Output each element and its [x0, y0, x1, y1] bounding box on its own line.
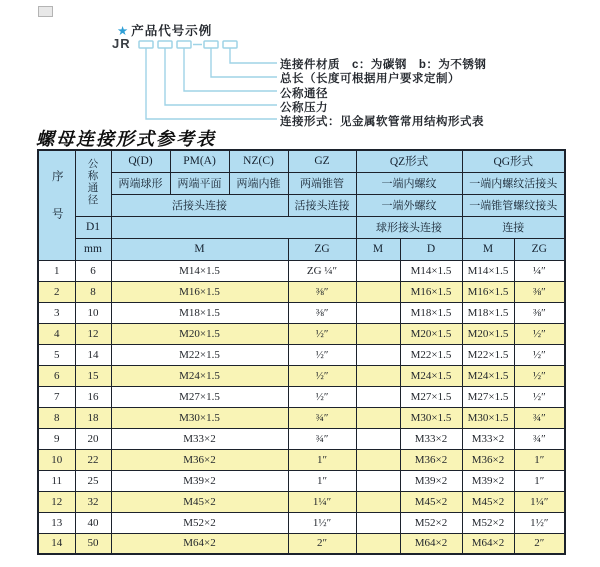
cell-m: M20×1.5	[111, 323, 288, 344]
cell-qz_d: M33×2	[400, 428, 462, 449]
header-mm: mm	[75, 238, 111, 260]
header-form-qg: QG形式	[462, 150, 565, 172]
cell-dn: 20	[75, 428, 111, 449]
cell-qz_d: M52×2	[400, 512, 462, 533]
header-form-gz: GZ	[288, 150, 356, 172]
header-ends-qz: 一端内螺纹	[356, 172, 462, 194]
code-label-material: 连接件材质 c：为碳钢 b：为不锈钢	[280, 59, 487, 71]
cell-qg_zg: 1½″	[514, 512, 565, 533]
cell-dn: 10	[75, 302, 111, 323]
cell-seq: 5	[38, 344, 75, 365]
code-box	[139, 41, 153, 48]
cell-dn: 22	[75, 449, 111, 470]
header-ends-pma: 两端平面	[170, 172, 229, 194]
cell-dn: 15	[75, 365, 111, 386]
code-box	[204, 41, 218, 48]
table-row	[38, 512, 565, 533]
cell-seq: 7	[38, 386, 75, 407]
code-box	[223, 41, 237, 48]
cell-m: M39×2	[111, 470, 288, 491]
cell-zg: ½″	[288, 365, 356, 386]
cell-qg_m: M18×1.5	[462, 302, 514, 323]
cell-m: M22×1.5	[111, 344, 288, 365]
table-row	[38, 323, 565, 344]
header-ends-gz: 两端锥管	[288, 172, 356, 194]
cell-qg_m: M27×1.5	[462, 386, 514, 407]
cell-qg_m: M30×1.5	[462, 407, 514, 428]
header-seq: 序号	[38, 150, 75, 260]
header-ends-qd: 两端球形	[111, 172, 170, 194]
cell-m: M27×1.5	[111, 386, 288, 407]
cell-seq: 13	[38, 512, 75, 533]
header-form-qd: Q(D)	[111, 150, 170, 172]
cell-seq: 14	[38, 533, 75, 554]
nut-connection-table	[37, 149, 566, 555]
header-unit-zg: ZG	[288, 238, 356, 260]
table-header	[38, 150, 565, 260]
header-ends-nzc: 两端内锥	[229, 172, 288, 194]
cell-dn: 8	[75, 281, 111, 302]
table-row	[38, 470, 565, 491]
cell-qz_d: M27×1.5	[400, 386, 462, 407]
code-label-diameter: 公称通径	[280, 88, 328, 100]
cell-zg: 1½″	[288, 512, 356, 533]
cell-dn: 14	[75, 344, 111, 365]
cell-qz_m	[356, 512, 400, 533]
cell-qg_m: M52×2	[462, 512, 514, 533]
table-row	[38, 428, 565, 449]
cell-qg_zg: ½″	[514, 386, 565, 407]
cell-zg: ½″	[288, 344, 356, 365]
cell-qg_zg: ¾″	[514, 428, 565, 449]
cell-qz_d: M14×1.5	[400, 260, 462, 281]
code-label-pressure: 公称压力	[280, 102, 328, 114]
table-row	[38, 491, 565, 512]
code-label-length: 总长（长度可根据用户要求定制）	[280, 73, 460, 85]
header-conn-qg: 一端锥管螺纹接头	[462, 194, 565, 216]
header-unit-m: M	[111, 238, 288, 260]
star-icon: ★	[117, 24, 130, 38]
cell-qz_m	[356, 533, 400, 554]
table-row	[38, 281, 565, 302]
table-row	[38, 386, 565, 407]
cell-qz_d: M36×2	[400, 449, 462, 470]
cell-qz_d: M24×1.5	[400, 365, 462, 386]
cell-seq: 11	[38, 470, 75, 491]
header-form-pma: PM(A)	[170, 150, 229, 172]
cell-qz_m	[356, 428, 400, 449]
cell-m: M24×1.5	[111, 365, 288, 386]
cell-dn: 40	[75, 512, 111, 533]
table-row	[38, 302, 565, 323]
cell-qg_m: M45×2	[462, 491, 514, 512]
cell-zg: ½″	[288, 323, 356, 344]
cell-seq: 8	[38, 407, 75, 428]
table-row	[38, 365, 565, 386]
table-row	[38, 449, 565, 470]
cell-zg: ⅜″	[288, 281, 356, 302]
header-conn-union: 活接头连接	[111, 194, 288, 216]
cell-qg_m: M39×2	[462, 470, 514, 491]
cell-qz_m	[356, 302, 400, 323]
cell-qg_m: M20×1.5	[462, 323, 514, 344]
cell-qz_m	[356, 470, 400, 491]
cell-qg_m: M33×2	[462, 428, 514, 449]
table-row	[38, 260, 565, 281]
cell-qg_m: M16×1.5	[462, 281, 514, 302]
cell-qz_m	[356, 365, 400, 386]
cell-qg_zg: ⅜″	[514, 302, 565, 323]
cell-m: M16×1.5	[111, 281, 288, 302]
cell-zg: ⅜″	[288, 302, 356, 323]
table-body	[38, 260, 565, 554]
cell-qz_m	[356, 260, 400, 281]
cell-qz_d: M18×1.5	[400, 302, 462, 323]
cell-dn: 50	[75, 533, 111, 554]
connector-line	[230, 48, 277, 63]
cell-dn: 32	[75, 491, 111, 512]
cell-qg_zg: 1″	[514, 449, 565, 470]
cell-m: M33×2	[111, 428, 288, 449]
cell-qg_m: M24×1.5	[462, 365, 514, 386]
cell-qg_m: M36×2	[462, 449, 514, 470]
cell-m: M14×1.5	[111, 260, 288, 281]
header-unit-qg-m: M	[462, 238, 514, 260]
cell-qz_m	[356, 386, 400, 407]
cell-m: M18×1.5	[111, 302, 288, 323]
cell-qg_zg: ½″	[514, 344, 565, 365]
header-form-nzc: NZ(C)	[229, 150, 288, 172]
header-unit-qz-d: D	[400, 238, 462, 260]
cell-dn: 18	[75, 407, 111, 428]
cell-m: M64×2	[111, 533, 288, 554]
table-title: 螺母连接形式参考表	[36, 129, 216, 150]
cell-qg_zg: ¼″	[514, 260, 565, 281]
code-box	[177, 41, 191, 48]
cell-qg_zg: ½″	[514, 323, 565, 344]
table-row	[38, 533, 565, 554]
cell-qz_d: M64×2	[400, 533, 462, 554]
cell-zg: ½″	[288, 386, 356, 407]
cell-zg: 2″	[288, 533, 356, 554]
cell-qz_m	[356, 449, 400, 470]
cell-seq: 2	[38, 281, 75, 302]
cell-dn: 16	[75, 386, 111, 407]
cell-seq: 4	[38, 323, 75, 344]
header-unit-qz-m: M	[356, 238, 400, 260]
cell-dn: 12	[75, 323, 111, 344]
cell-seq: 9	[38, 428, 75, 449]
cell-seq: 10	[38, 449, 75, 470]
cell-qg_zg: 1″	[514, 470, 565, 491]
header-conn2-qz: 球形接头连接	[356, 216, 462, 238]
cell-zg: 1″	[288, 449, 356, 470]
cell-m: M30×1.5	[111, 407, 288, 428]
cell-qg_zg: ⅜″	[514, 281, 565, 302]
cell-zg: ¾″	[288, 407, 356, 428]
code-box	[158, 41, 172, 48]
cell-dn: 6	[75, 260, 111, 281]
cell-qz_d: M16×1.5	[400, 281, 462, 302]
header-dn: 公称通径	[75, 150, 111, 216]
cell-m: M45×2	[111, 491, 288, 512]
header-form-qz: QZ形式	[356, 150, 462, 172]
cell-seq: 6	[38, 365, 75, 386]
cell-m: M52×2	[111, 512, 288, 533]
cell-qg_zg: 1¼″	[514, 491, 565, 512]
cell-seq: 12	[38, 491, 75, 512]
code-label-connection: 连接形式：见金属软管常用结构形式表	[280, 116, 484, 128]
cell-qz_m	[356, 344, 400, 365]
cell-qz_m	[356, 491, 400, 512]
cell-qg_m: M64×2	[462, 533, 514, 554]
cell-qz_d: M30×1.5	[400, 407, 462, 428]
product-code-prefix: JR	[112, 36, 131, 51]
cell-qz_d: M20×1.5	[400, 323, 462, 344]
header-d1: D1	[75, 216, 111, 238]
header-unit-qg-zg: ZG	[514, 238, 565, 260]
cell-seq: 1	[38, 260, 75, 281]
product-code-heading-text: 产品代号示例	[131, 24, 213, 38]
cell-zg: 1″	[288, 470, 356, 491]
cell-zg: 1¼″	[288, 491, 356, 512]
header-conn2-qg: 连接	[462, 216, 565, 238]
cell-qz_m	[356, 407, 400, 428]
header-empty-cell	[111, 216, 356, 238]
cell-qz_d: M22×1.5	[400, 344, 462, 365]
header-ends-qg: 一端内螺纹活接头	[462, 172, 565, 194]
header-conn-qz: 一端外螺纹	[356, 194, 462, 216]
cell-qz_d: M45×2	[400, 491, 462, 512]
cell-qz_m	[356, 281, 400, 302]
cell-qz_m	[356, 323, 400, 344]
table-row	[38, 407, 565, 428]
cell-zg: ZG ¼″	[288, 260, 356, 281]
cell-zg: ¾″	[288, 428, 356, 449]
cell-qg_m: M22×1.5	[462, 344, 514, 365]
cell-qg_zg: 2″	[514, 533, 565, 554]
header-conn-gz: 活接头连接	[288, 194, 356, 216]
cell-dn: 25	[75, 470, 111, 491]
cell-qg_zg: ½″	[514, 365, 565, 386]
cell-qz_d: M39×2	[400, 470, 462, 491]
table-row	[38, 344, 565, 365]
cell-seq: 3	[38, 302, 75, 323]
cell-m: M36×2	[111, 449, 288, 470]
cell-qg_zg: ¾″	[514, 407, 565, 428]
cell-qg_m: M14×1.5	[462, 260, 514, 281]
